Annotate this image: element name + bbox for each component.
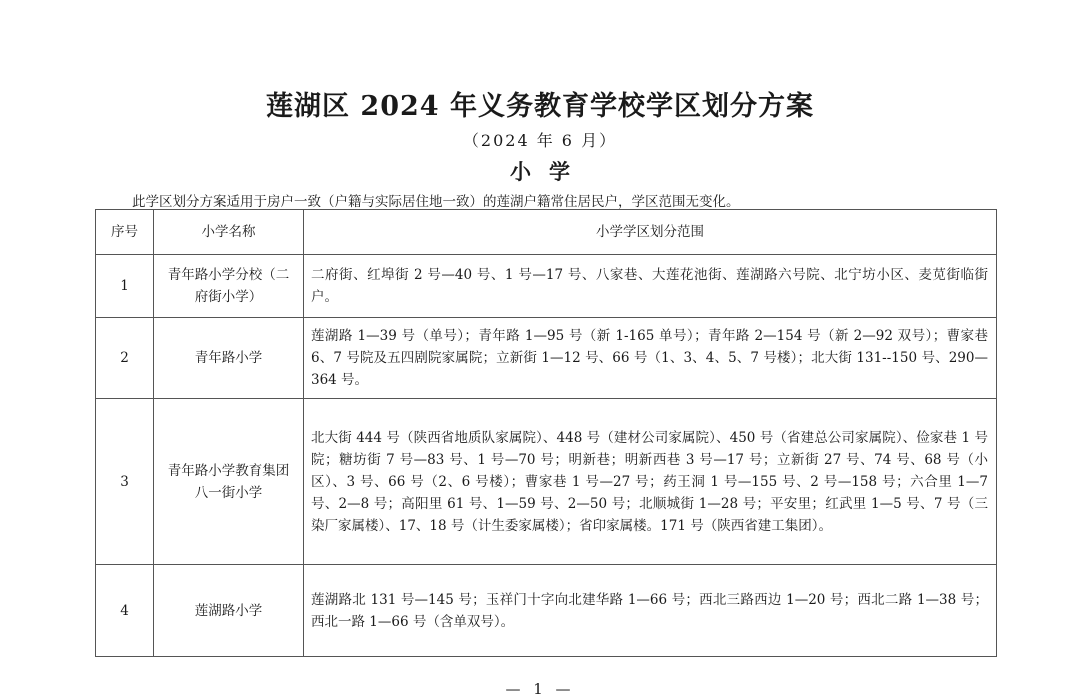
school-name: 青年路小学 [154,318,304,399]
district-table [95,209,997,657]
row-number: 3 [96,399,154,565]
district-scope: 莲湖路北 131 号—145 号；玉祥门十字向北建华路 1—66 号；西北三路西边 1—20 号；西北二路 1—38 号；西北一路 1—66 号（含单双号）。 [304,565,997,657]
scope-note: 此学区划分方案适用于房户一致（户籍与实际居住地一致）的莲湖户籍常住居民户，学区范围无变化。 [132,194,740,210]
header-number: 序号 [96,210,154,255]
table-row [96,565,997,657]
table-row [96,255,997,318]
table-row [96,318,997,399]
row-number: 1 [96,255,154,318]
table-row [96,399,997,565]
school-name: 莲湖路小学 [154,565,304,657]
school-name: 青年路小学分校（二府街小学） [154,255,304,318]
table-header-row [96,210,997,255]
header-school-name: 小学名称 [154,210,304,255]
section-heading: 小学 [510,159,588,184]
district-scope: 二府街、红埠街 2 号—40 号、1 号—17 号、八家巷、大莲花池街、莲湖路六号院、北宁坊小区、麦苋街临街户。 [304,255,997,318]
row-number: 4 [96,565,154,657]
school-name: 青年路小学教育集团八一街小学 [154,399,304,565]
header-scope: 小学学区划分范围 [304,210,997,255]
district-scope: 北大街 444 号（陕西省地质队家属院）、448 号（建材公司家属院）、450 号（省建总公司家属院）、俭家巷 1 号院；糖坊街 7 号—83 号、1 号—70 号；明新巷；明新西巷 3 号—17 号；立新街 27 号、74 号、68 号（小区）、3 号、66 号（2、6 号楼）；曹家巷 1 号—27 号；药王洞 1 号—155 号、2 号—158 号；六合里 1—7 号、2—8 号；高阳里 61 号、1—59 号、2—50 号；北顺城街 1—28 号；平安里；红武里 1—5 号、7 号（三染厂家属楼）、17、18 号（计生委家属楼）；省印家属楼。171 号（陕西省建工集团）。 [304,399,997,565]
row-number: 2 [96,318,154,399]
document-date: （2024 年 6 月） [462,131,618,150]
page-number: — 1 — [505,680,575,698]
document-title: 莲湖区 2024 年义务教育学校学区划分方案 [266,91,814,122]
district-scope: 莲湖路 1—39 号（单号）；青年路 1—95 号（新 1-165 单号）；青年路 2—154 号（新 2—92 双号）；曹家巷 6、7 号院及五四剧院家属院；立新街 1—12 号、66 号（1、3、4、5、7 号楼）；北大街 131--150 号、290—364 号。 [304,318,997,399]
